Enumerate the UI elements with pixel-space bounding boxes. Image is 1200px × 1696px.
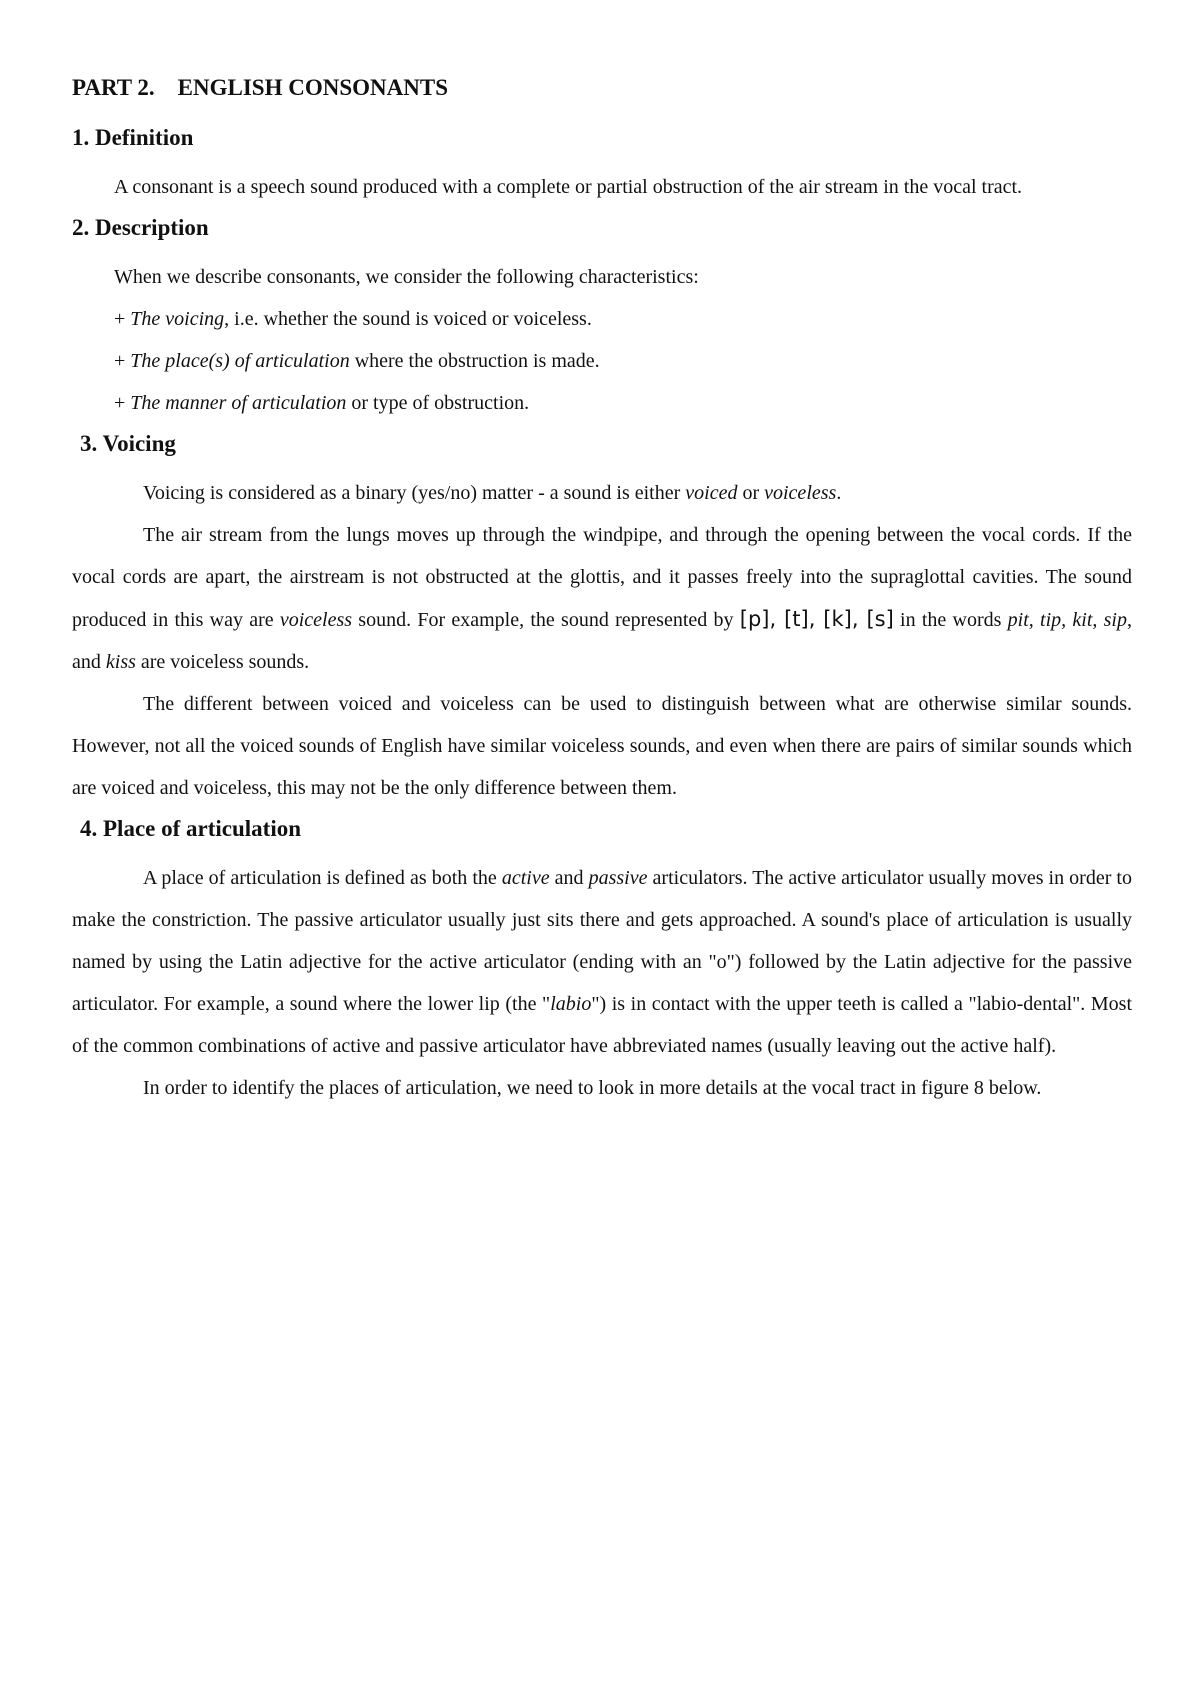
place-heading: 4. Place of articulation — [80, 816, 302, 841]
list-item — [114, 340, 1132, 382]
place-paragraph-1: A place of articulation is defined as both the active and passive articulators. The active articulator usually moves in order to make the constriction. The passive articulator usually just sits there and gets approached. A sound's place of articulation is usually named by using the Latin adjective for the active articulator (ending with an "o") followed by the Latin adjective for the passive articulator. For example, a sound where the lower lip (the "labio") is in contact with the upper teeth is called a "labio-dental". Most of the common combinations of active and passive articulator have abbreviated names (usually leaving out the active half). — [72, 867, 1132, 1057]
list-item-prefix: + — [114, 308, 131, 330]
document-page — [72, 74, 1132, 1109]
list-item-prefix: + — [114, 392, 131, 414]
voicing-paragraph-1: Voicing is considered as a binary (yes/no) matter - a sound is either voiced or voiceless. — [143, 482, 842, 504]
list-item — [114, 382, 1132, 424]
voicing-paragraph-3: The different between voiced and voiceless can be used to distinguish between what are otherwise similar sounds. However, not all the voiced sounds of English have similar voiceless sounds, and even when there are pairs of similar sounds which are voiced and voiceless, this may not be the only difference between them. — [72, 693, 1132, 799]
list-item-rest: , i.e. whether the sound is voiced or voiceless. — [224, 308, 592, 330]
definition-heading: 1. Definition — [72, 125, 194, 150]
list-item-term: The voicing — [130, 308, 225, 330]
list-item-rest: where the obstruction is made. — [349, 350, 600, 372]
list-item-term: The manner of articulation — [130, 392, 347, 414]
list-item-rest: or type of obstruction. — [346, 392, 530, 414]
definition-text: A consonant is a speech sound produced with a complete or partial obstruction of the air stream in the vocal tract. — [114, 176, 1023, 198]
description-heading: 2. Description — [72, 215, 209, 240]
list-item-prefix: + — [114, 350, 131, 372]
description-intro: When we describe consonants, we consider the following characteristics: — [114, 266, 699, 288]
voicing-heading: 3. Voicing — [80, 431, 176, 456]
part-title: PART 2. ENGLISH CONSONANTS — [72, 75, 448, 100]
voicing-paragraph-2: The air stream from the lungs moves up through the windpipe, and through the opening between the vocal cords. If the vocal cords are apart, the airstream is not obstructed at the glottis, and it passes freely into the supraglottal cavities. The sound produced in this way are voiceless sound. For example, the sound represented by [p], [t], [k], [s] in the words pit, tip, kit, sip, and kiss are voiceless sounds. — [72, 524, 1132, 673]
list-item-term: The place(s) of articulation — [130, 350, 350, 372]
list-item — [114, 298, 1132, 340]
ipa-symbols: [p], [t], [k], [s] — [739, 607, 894, 631]
place-paragraph-2: In order to identify the places of articulation, we need to look in more details at the vocal tract in figure 8 below. — [143, 1077, 1042, 1099]
